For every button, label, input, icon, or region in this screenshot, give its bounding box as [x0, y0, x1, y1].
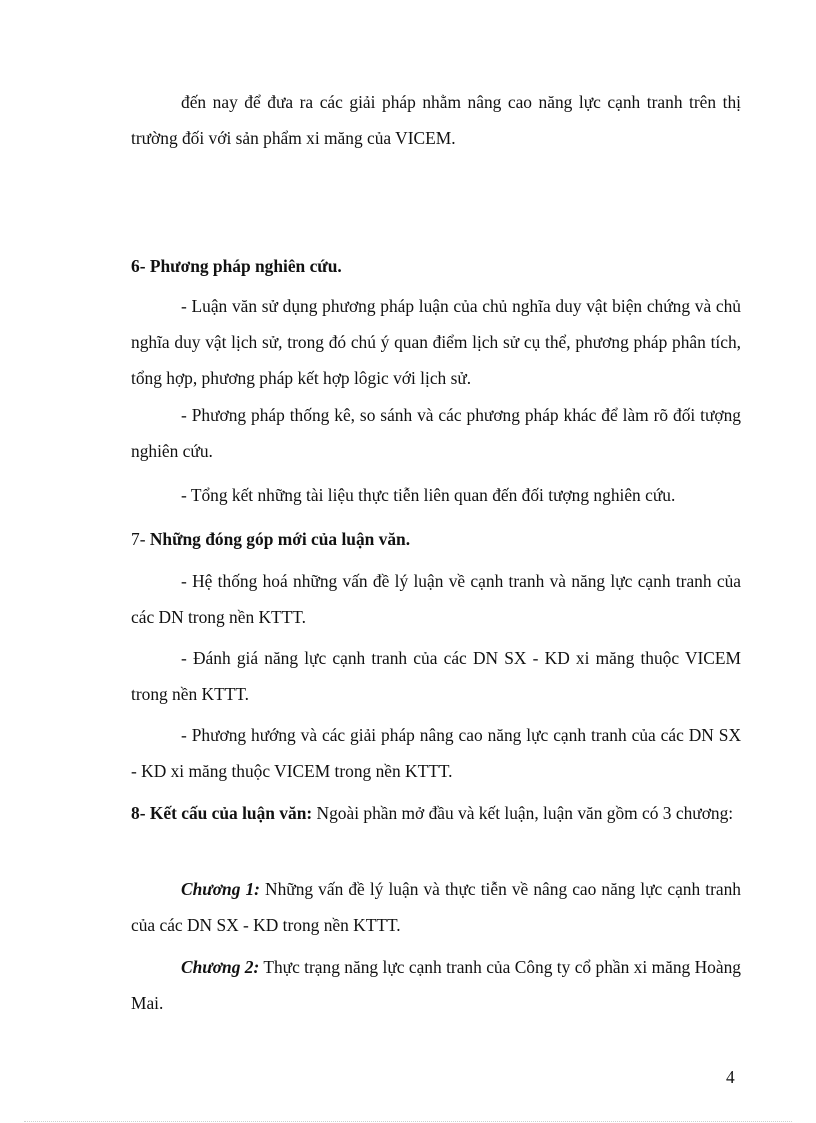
intro-paragraph: đến nay để đưa ra các giải pháp nhằm nâng cao năng lực cạnh tranh trên thị trường đối với sản phẩm xi măng của VICEM.	[131, 92, 741, 148]
section-8-heading: 8- Kết cấu của luận văn:	[131, 803, 313, 823]
section-7-heading	[131, 521, 741, 557]
chapter-2-label: Chương 2:	[181, 957, 260, 977]
chapter-1-label: Chương 1:	[181, 879, 260, 899]
section-6-item-3: - Tổng kết những tài liệu thực tiễn liên quan đến đối tượng nghiên cứu.	[181, 485, 676, 505]
section-8-paragraph	[131, 795, 741, 831]
section-7-item-1: - Hệ thống hoá những vấn đề lý luận về cạnh tranh và năng lực cạnh tranh của các DN trong nền KTTT.	[131, 571, 741, 627]
chapter-2-paragraph	[131, 949, 741, 1021]
chapter-1-paragraph	[131, 871, 741, 943]
section-7-prefix: 7-	[131, 529, 150, 549]
page-number: 4	[726, 1067, 735, 1087]
section-7-item-2: - Đánh giá năng lực cạnh tranh của các DN SX - KD xi măng thuộc VICEM trong nền KTTT.	[131, 648, 741, 704]
section-6-item-1: - Luận văn sử dụng phương pháp luận của chủ nghĩa duy vật biện chứng và chủ nghĩa duy vật lịch sử, trong đó chú ý quan điểm lịch sử cụ thể, phương pháp phân tích, tổng hợp, phương pháp kết hợp lôgic với lịch sử.	[131, 296, 741, 388]
chapter-2-text: Thực trạng năng lực cạnh tranh của Công ty cổ phần xi măng Hoàng Mai.	[131, 957, 741, 1013]
section-7-item-3: - Phương hướng và các giải pháp nâng cao năng lực cạnh tranh của các DN SX - KD xi măng thuộc VICEM trong nền KTTT.	[131, 725, 741, 781]
section-6-heading: 6- Phương pháp nghiên cứu.	[131, 256, 342, 276]
section-8-text: Ngoài phần mở đầu và kết luận, luận văn gồm có 3 chương:	[312, 803, 734, 823]
page-bottom-rule	[24, 1121, 792, 1122]
section-6-item-2: - Phương pháp thống kê, so sánh và các phương pháp khác để làm rõ đối tượng nghiên cứu.	[131, 405, 741, 461]
section-7-title: Những đóng góp mới của luận văn.	[149, 529, 411, 549]
chapter-1-text: Những vấn đề lý luận và thực tiễn về nâng cao năng lực cạnh tranh của các DN SX - KD trong nền KTTT.	[131, 879, 741, 935]
